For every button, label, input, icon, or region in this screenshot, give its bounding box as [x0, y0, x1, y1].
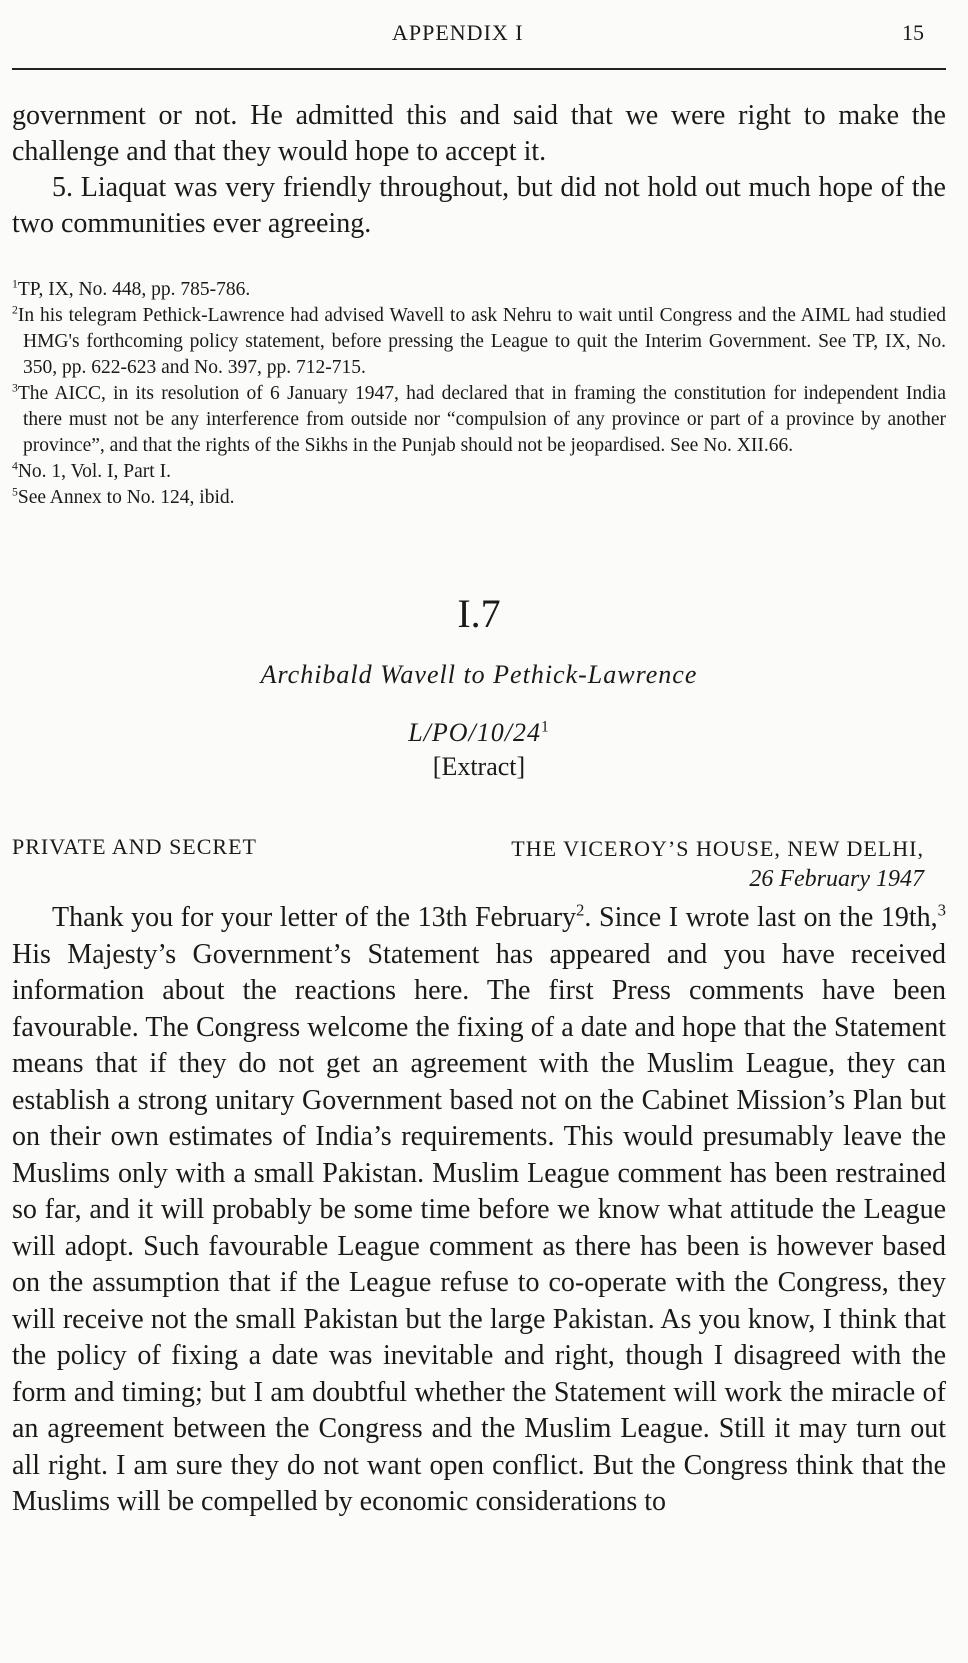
page	[12, 0, 946, 1663]
footnote-marker: 3	[12, 381, 18, 395]
footnote-5	[12, 485, 946, 511]
letter-text: . Since I wrote last on the 19th,	[584, 902, 938, 933]
footnote-text: No. 1, Vol. I, Part I.	[17, 461, 171, 482]
footnote-marker: 1	[12, 277, 18, 291]
reference-note-marker: 1	[541, 718, 550, 736]
running-title: APPENDIX I	[392, 20, 524, 45]
footnote-text: The AICC, in its resolution of 6 January 1947, had declared that in framing the constitution for independent India there must not be any interference from outside nor “compulsion of any province or part of a province by another province”, and that the rights of the Sikhs in the Punjab should not be jeopardised. See No. XII.66.	[17, 383, 946, 456]
letter-date: 26 February 1947	[749, 866, 924, 892]
footnote-4	[12, 459, 946, 485]
footnote-marker: 2	[12, 303, 18, 317]
header-rule	[12, 68, 946, 70]
letter-text: Thank you for your letter of the 13th February	[52, 902, 577, 933]
page-number: 15	[902, 20, 924, 45]
extract-label: [Extract]	[432, 752, 526, 781]
paragraph-5: 5. Liaquat was very friendly throughout, but did not hold out much hope of the two communities ever agreeing.	[12, 172, 946, 239]
document-number: I.7	[457, 591, 501, 636]
footnote-text: TP, IX, No. 448, pp. 785-786.	[17, 279, 251, 300]
footnote-2	[12, 303, 946, 381]
paragraph-continued: government or not. He admitted this and said that we were right to make the challenge and that they would hope to accept it.	[12, 100, 946, 167]
footnote-text: See Annex to No. 124, ibid.	[17, 487, 235, 508]
letter-paragraph	[12, 900, 946, 1521]
letter-body	[12, 900, 946, 1521]
footnote-text: In his telegram Pethick-Lawrence had advised Wavell to ask Nehru to wait until Congress and the AIML had studied HMG's forthcoming policy statement, before pressing the League to quit the Interim Government. See TP, IX, No. 350, pp. 622-623 and No. 397, pp. 712-715.	[17, 305, 946, 378]
footnote-marker: 4	[12, 459, 18, 473]
address-line: THE VICEROY’S HOUSE, NEW DELHI,	[511, 836, 924, 861]
address-block	[511, 834, 924, 894]
footnote-1	[12, 277, 946, 303]
note-marker-2: 2	[576, 900, 585, 920]
document-from-to: Archibald Wavell to Pethick-Lawrence	[260, 660, 698, 689]
continued-text	[12, 98, 946, 242]
document-reference	[12, 718, 946, 748]
classification: PRIVATE AND SECRET	[12, 834, 257, 859]
footnote-3	[12, 381, 946, 459]
footnote-marker: 5	[12, 485, 18, 499]
note-marker-3: 3	[937, 900, 946, 920]
letter-text: His Majesty’s Government’s Statement has appeared and you have received information about the reactions here. The first Press comments have been favourable. The Congress welcome the fixing of a date and hope that the Statement means that if they do not get an agreement with the Muslim League, they can establish a strong unitary Government based not on the Cabinet Mission’s Plan but on their own estimates of India’s requirements. This would presumably leave the Muslims only with a small Pakistan. Muslim League comment has been restrained so far, and it will probably be some time before we know what attitude the League will adopt. Such favourable League comment as there has been is however based on the assumption that if the League refuse to co-operate with the Congress, they will receive not the small Pakistan but the large Pakistan. As you know, I think that the policy of fixing a date was inevitable and right, though I disagreed with the form and timing; but I am doubtful whether the Statement will work the miracle of an agreement between the Congress and the Muslim League. Still it may turn out all right. I am sure they do not want open conflict. But the Congress think that the Muslims will be compelled by economic considerations to	[12, 938, 946, 1517]
running-header	[12, 20, 946, 52]
footnotes	[12, 277, 946, 511]
reference-text: L/PO/10/24	[408, 718, 541, 747]
